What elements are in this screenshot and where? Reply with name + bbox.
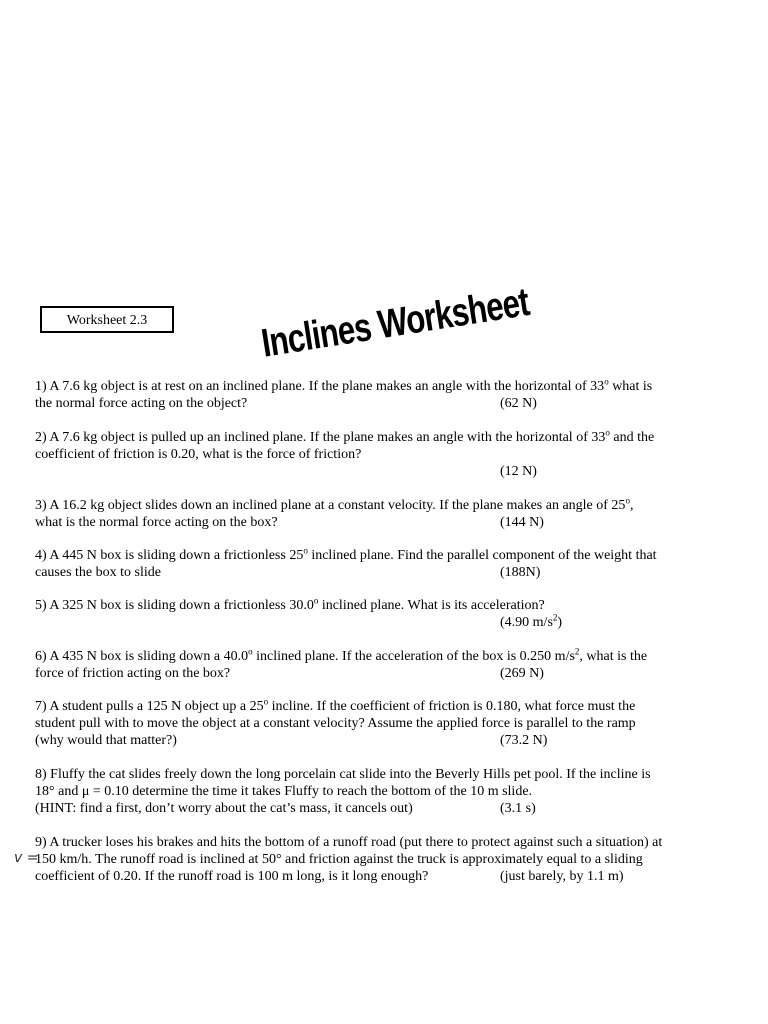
answer: (just barely, by 1.1 m) bbox=[500, 869, 624, 884]
answer: (144 N) bbox=[500, 515, 544, 530]
handwritten-note: v = bbox=[14, 850, 39, 866]
answer: (4.90 $m/s^2$) bbox=[500, 612, 563, 630]
problem-2: 2) A 7.6 kg object is pulled up an inclined plane. If the plane makes an angle with the horizontal of 33$^o$ and the coefficient of friction is 0.20, what is the force of friction? (12 N) bbox=[35, 427, 655, 479]
answer: (62 N) bbox=[500, 396, 537, 411]
problem-7: 7) A student pulls a 125 N object up a 25$^o$ incline. If the coefficient of friction is 0.180, what force must the student pull with to move the object at a constant velocity? Assume the applied force is parallel to the ramp (why would that matter?) (73.2 N) bbox=[35, 696, 636, 748]
problem-3: 3) A 16.2 kg object slides down an inclined plane at a constant velocity. If the plane makes an angle of 25$^o$, what is the normal force acting on the box? (144 N) bbox=[35, 495, 634, 530]
problem-8: 8) Fluffy the cat slides freely down the long porcelain cat slide into the Beverly Hills pet pool. If the incline is 18° and μ = 0.10 determine the time it takes Fluffy to reach the bottom of the 10 m slide. (HINT: find a first, don’t worry about the cat’s mass, it cancels out) (3.1 s) bbox=[35, 767, 651, 816]
problem-9: 9) A trucker loses his brakes and hits the bottom of a runoff road (put there to protect against such a situation) at 150 km/h. The runoff road is inclined at 50° and friction against the truck is approximately equal to a sliding coefficient of 0.20. If the runoff road is 100 m long, is it long enough? (just barely, by 1.1 m) bbox=[35, 835, 663, 884]
problem-6: 6) A 435 N box is sliding down a 40.0$^o$ inclined plane. If the acceleration of the box is 0.250 $m/s^2$, what is the force of friction acting on the box? (269 N) bbox=[35, 646, 648, 681]
answer: (269 N) bbox=[500, 666, 544, 681]
worksheet-label: Worksheet 2.3 bbox=[40, 306, 174, 333]
worksheet-title: Inclines Worksheet bbox=[258, 280, 532, 366]
answer: (3.1 s) bbox=[500, 801, 536, 816]
problem-1: 1) A 7.6 kg object is at rest on an inclined plane. If the plane makes an angle with the horizontal of 33$^o$ what is the normal force acting on the object? (62 N) bbox=[35, 376, 653, 411]
answer: (12 N) bbox=[500, 464, 537, 479]
answer: (188N) bbox=[500, 565, 541, 580]
problem-5: 5) A 325 N box is sliding down a frictionless 30.0$^o$ inclined plane. What is its acceleration? (4.90 $m/s^2$) bbox=[35, 595, 563, 630]
answer: (73.2 N) bbox=[500, 733, 548, 748]
problem-4: 4) A 445 N box is sliding down a frictionless 25$^o$ inclined plane. Find the parallel component of the weight that causes the box to slide (188N) bbox=[35, 545, 657, 580]
